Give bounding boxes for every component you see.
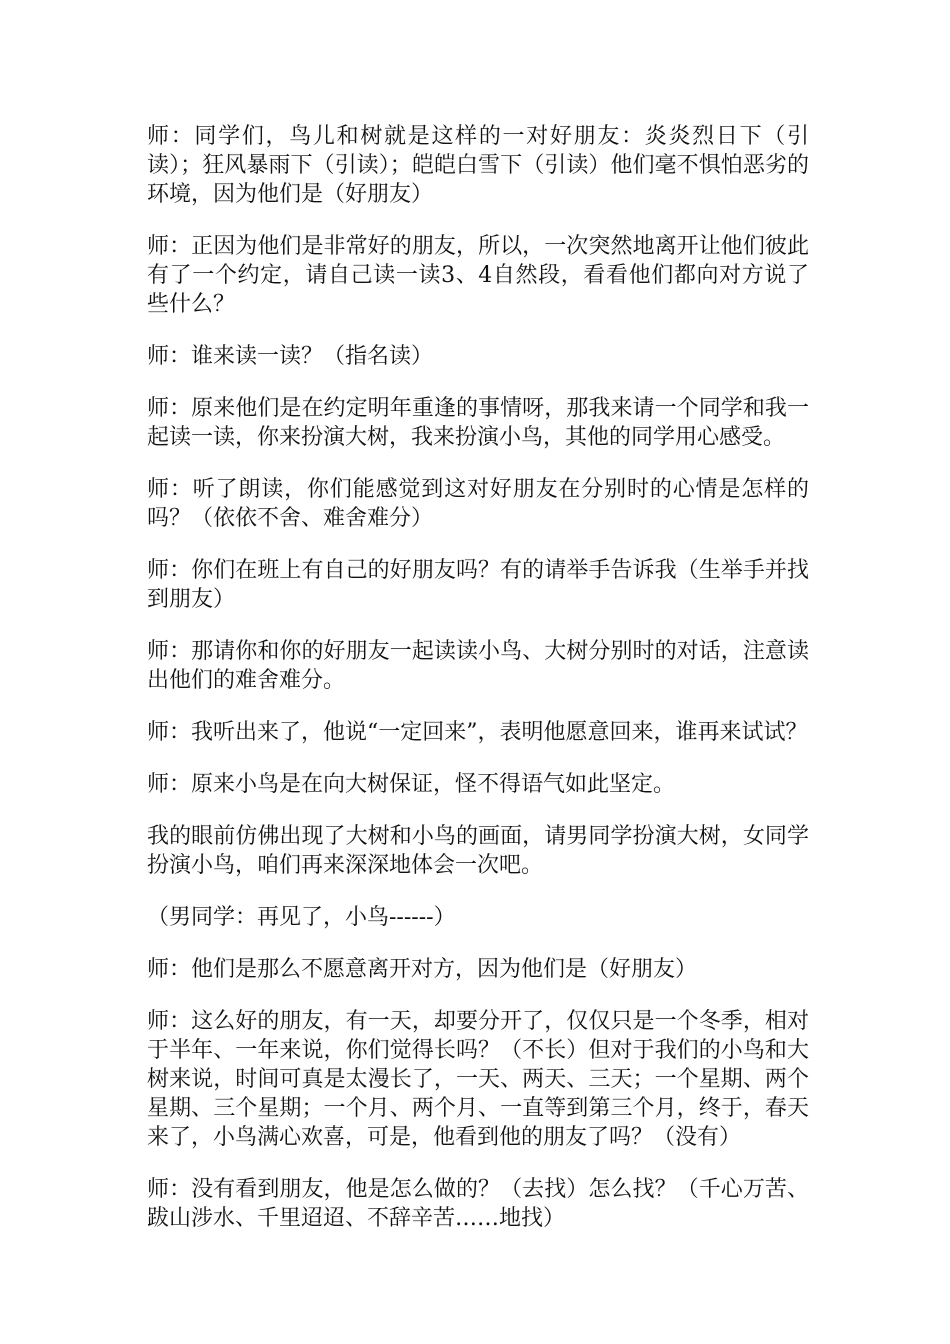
document-body xyxy=(147,122,809,1256)
paragraph: 师：你们在班上有自己的好朋友吗？有的请举手告诉我（生举手并找到朋友） xyxy=(147,558,809,612)
paragraph: 师：同学们，鸟儿和树就是这样的一对好朋友：炎炎烈日下（引读）；狂风暴雨下（引读）；皑皑白雪下（引读）他们毫不惧怕恶劣的环境，因为他们是（好朋友） xyxy=(147,124,809,207)
paragraph: 师：原来他们是在约定明年重逢的事情呀，那我来请一个同学和我一起读一读，你来扮演大树，我来扮演小鸟，其他的同学用心感受。 xyxy=(147,396,809,450)
paragraph: 师：那请你和你的好朋友一起读读小鸟、大树分别时的对话，注意读出他们的难舍难分。 xyxy=(147,639,809,693)
paragraph: 师：原来小鸟是在向大树保证，怪不得语气如此坚定。 xyxy=(147,772,676,797)
paragraph: 师：正因为他们是非常好的朋友，所以，一次突然地离开让他们彼此有了一个约定，请自己读一读3、4自然段，看看他们都向对方说了些什么？ xyxy=(147,234,809,317)
paragraph: （男同学：再见了，小鸟------） xyxy=(147,905,456,930)
paragraph: 师：谁来读一读？（指名读） xyxy=(147,344,434,369)
paragraph: 师：他们是那么不愿意离开对方，因为他们是（好朋友） xyxy=(147,957,698,982)
paragraph: 师：没有看到朋友，他是怎么做的？（去找）怎么找？（千心万苦、跋山涉水、千里迢迢、不辞辛苦……地找） xyxy=(147,1177,809,1231)
paragraph: 师：我听出来了，他说“一定回来”，表明他愿意回来，谁再来试试？ xyxy=(147,720,808,745)
paragraph: 我的眼前仿佛出现了大树和小鸟的画面，请男同学扮演大树，女同学扮演小鸟，咱们再来深深地体会一次吧。 xyxy=(147,824,809,878)
paragraph: 师：听了朗读，你们能感觉到这对好朋友在分别时的心情是怎样的吗？（依依不舍、难舍难分） xyxy=(147,477,809,531)
paragraph: 师：这么好的朋友，有一天，却要分开了，仅仅只是一个冬季，相对于半年、一年来说，你们觉得长吗？（不长）但对于我们的小鸟和大树来说，时间可真是太漫长了，一天、两天、三天；一个星期、两个星期、三个星期；一个月、两个月、一直等到第三个月，终于，春天来了，小鸟满心欢喜，可是，他看到他的朋友了吗？（没有） xyxy=(147,1009,809,1150)
